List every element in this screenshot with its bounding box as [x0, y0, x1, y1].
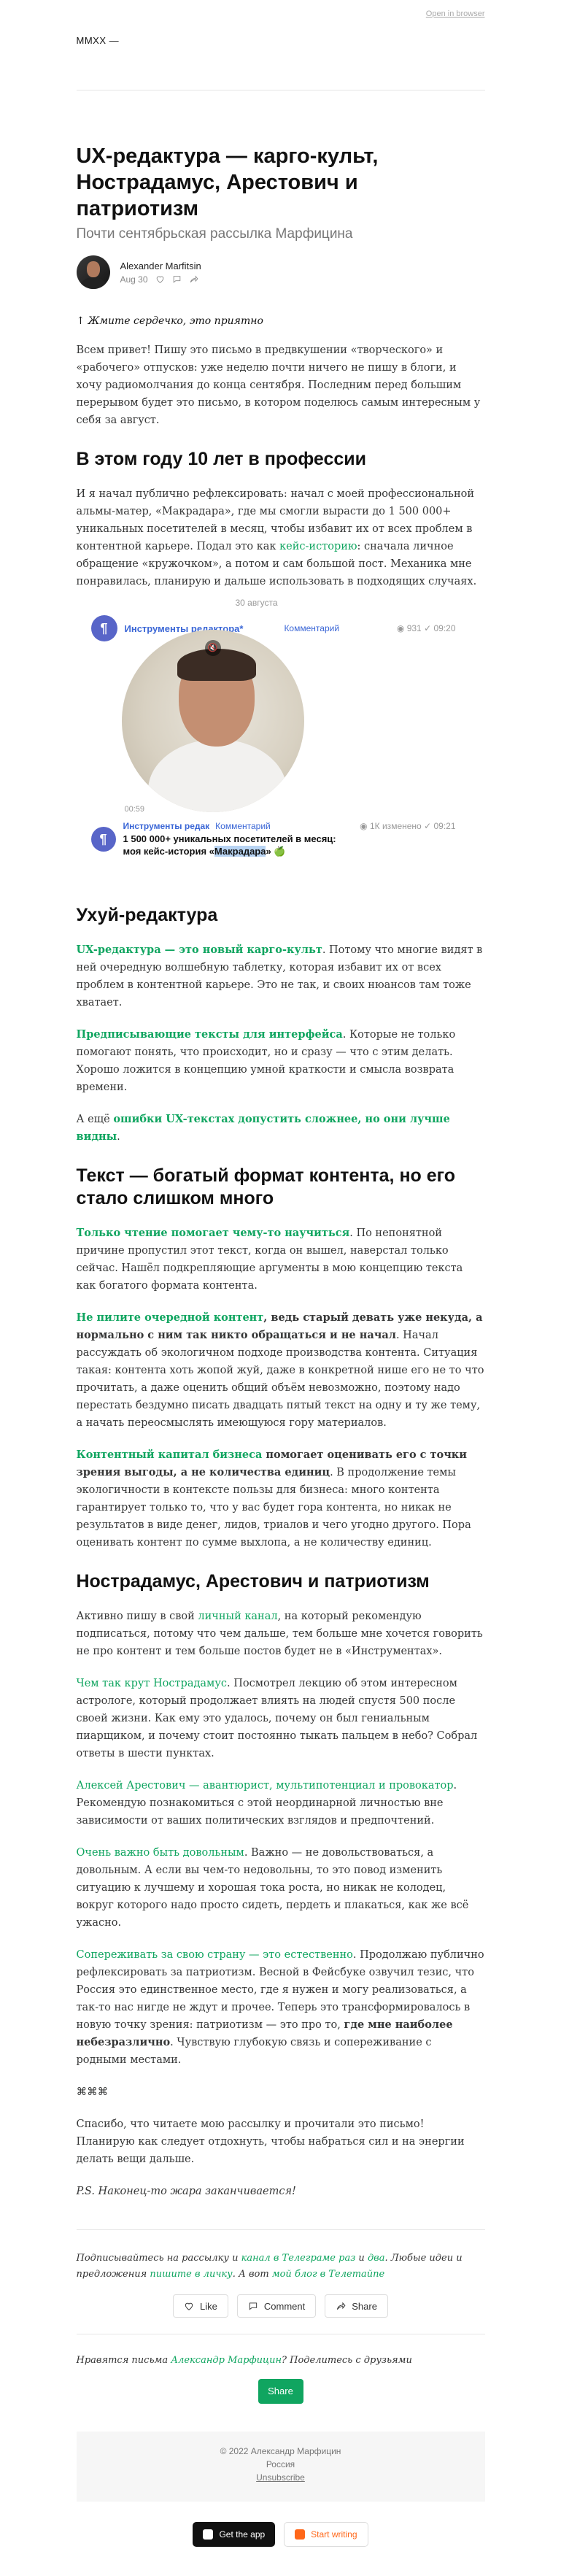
country: Россия [266, 2459, 295, 2469]
share-icon[interactable] [189, 274, 198, 284]
video-footer-row [91, 821, 456, 857]
text: . По непонятной причине пропустил этот текст, когда он вышел, наверстал только сейчас. Нашёл подкрепляющие аргументы в мою концепцию текста как богатого формата контента. [76, 1227, 463, 1292]
section-separator: ⌘⌘⌘ [76, 2086, 108, 2098]
like-label: Like [200, 2300, 217, 2312]
lead-text: ↑ Жмите сердечко, это приятно [76, 315, 263, 327]
section-heading-profession: В этом году 10 лет в профессии [76, 449, 367, 469]
video-duration: 00:59 [124, 805, 145, 814]
video-message [123, 833, 456, 857]
app-buttons [77, 2522, 485, 2547]
comment-label: Comment [263, 2300, 306, 2312]
comment-icon [248, 2301, 258, 2311]
section-heading-ux: Ухуй-редактура [76, 905, 218, 925]
intro-paragraph: Всем привет! Пишу это письмо в предвкушении «творческого» и «рабочего» отпусков: уже неделю почти ничего не пишу в блоги, и хочу радиомолчания до конца сентября. Последним перед большим перерывом будет это письмо, в котором поделюсь самым интересным у себя за август. [76, 344, 481, 426]
get-the-app-button[interactable] [193, 2522, 275, 2547]
publication-name[interactable]: MMXX — [76, 35, 120, 46]
action-buttons [77, 2294, 485, 2318]
byline [77, 255, 485, 289]
footer [77, 2432, 485, 2502]
text: , на который рекомендую подписаться, потому что чем дальше, тем больше мне хочется говорить не про контент и тем больше постов будет не в «Инструментах». [76, 1611, 483, 1657]
text: А ещё [76, 1114, 114, 1125]
nostradamus-paragraph-5 [77, 1946, 485, 2069]
get-app-label: Get the app [219, 2529, 266, 2540]
author-name[interactable]: Alexander Marfitsin [120, 260, 201, 271]
text: . Рекомендую познакомиться с этой неординарной личностью вне зависимости от ваших политических взглядов и предпочтений. [76, 1780, 457, 1827]
text: » 🍏 [266, 846, 286, 857]
bottom-spacer [77, 2547, 485, 2576]
copyright: © 2022 Александр Марфицин [220, 2446, 341, 2456]
personal-channel-link[interactable]: личный канал [198, 1611, 278, 1622]
eye-icon: ◉ [360, 821, 370, 831]
unsubscribe-link[interactable]: Unsubscribe [256, 2472, 305, 2483]
topbar [77, 0, 485, 18]
post-title[interactable]: UX-редактура — карго-культ, Нострадамус, Арестович и патриотизм [76, 144, 379, 220]
text: . Важно — не довольствоваться, а довольным. А если вы чем-то недовольны, то это повод изменить ситуацию к лучшему и хорошая тока роста, но никак не колодец, вокруг которого надо просто сидеть, пердеть и плакаться, как же всё ужасно. [76, 1847, 469, 1929]
nostradamus-link[interactable]: Чем так крут Нострадамус [76, 1678, 227, 1689]
email-container [77, 0, 485, 2576]
start-writing-button[interactable] [284, 2522, 368, 2547]
post-time: 09:20 [433, 623, 456, 633]
avatar-shoulders [81, 277, 106, 289]
views-count: 931 [406, 623, 422, 633]
text: . Потому что многие видят в ней очередную волшебную таблетку, которая избавит их от всех проблем в контентной карьере. Это не так, и своих нюансов там тоже хватает. [76, 944, 483, 1009]
telegram-channel-one-link[interactable]: канал в Телеграме раз [241, 2253, 356, 2264]
text: ? Поделитесь с друзьями [282, 2355, 412, 2366]
channel-logo-icon: ¶ [91, 827, 116, 852]
text: : сначала личное обращение «кружочком», а потом и сам большой пост. Механика мне понравилась, планирую и дальше использовать в подходящих случаях. [76, 541, 477, 587]
substack-app-icon [203, 2529, 213, 2540]
video-footer [91, 821, 456, 857]
bold-text: где мне наиболее небезразлично [76, 2018, 453, 2048]
byline-meta [120, 261, 201, 285]
thanks-paragraph: Спасибо, что читаете мою рассылку и прочитали это письмо! Планирую как следует отдохнуть, чтобы набраться сил и на энергии делать вещи дальше. [76, 2118, 465, 2165]
post-date: Aug 30 [120, 274, 148, 285]
text: . Продолжаю публично рефлексировать за патриотизм. Весной в Фейсбуке озвучил тезис, что Россия это единственное место, где я нужен и могу реализоваться, а так-то нас нигде не ждут и прочее. Теперь это трансформировалось в новую точку зрения: патриотизм — это про то, [76, 1949, 484, 2031]
heart-icon[interactable] [155, 274, 165, 284]
share-button[interactable] [325, 2294, 388, 2318]
nostradamus-paragraph-4 [77, 1844, 485, 1932]
text: . Начал рассуждать об экологичном подходе производства контента. Ситуация такая: контента хоть жопой жуй, даже в конкретной нише его не то что прочитать, а даже оценить общий объём невозможно, поэтому надо перестать бездумно писать двадцать пятый текст на одну и ту же тему, а начать переосмыслять имеющуюся гору материалов. [76, 1330, 484, 1429]
text: . Посмотрел лекцию об этом интересном астрологе, который продолжает влиять на людей спустя 500 после своей жизни. Как ему это удалось, почему он был гениальным пиарщиком, и почему стоит постоянно тыкать пальцем в небо? Собрал ответы в шести пунктах. [76, 1678, 478, 1759]
text: И я начал публично рефлексировать: начал с моей профессиональной альмы-матер, «Макрадара», где мы смогли вырасти до 1 500 000+ уникальных посетителей в месяц, чтобы избавит их от всех проблем в контентной карьере. Подал это как [76, 488, 475, 552]
section-heading-text: Текст — богатый формат контента, но его стало слишком много [76, 1165, 456, 1208]
text: . Чувствую глубокую связь и сопереживание с родными местами. [76, 2037, 432, 2066]
byline-row [120, 274, 201, 285]
video-footer-meta [123, 821, 456, 831]
share-with-friends-button[interactable]: Share [258, 2379, 303, 2404]
text: . Которые не только помогают понять, что происходит, но и сразу — что с этим делать. Хорошо ложится в концепцию умной краткости и смысла возврата времени. [76, 1029, 456, 1093]
divider [77, 2229, 485, 2230]
text: моя кейс-история « [123, 846, 214, 857]
direct-message-link[interactable]: пишите в личку [150, 2269, 233, 2280]
ux-paragraph-3 [77, 1111, 485, 1146]
text-paragraph-1 [77, 1225, 485, 1295]
text: . Любые идеи и предложения [76, 2253, 463, 2280]
like-button[interactable] [173, 2294, 228, 2318]
text: Подписывайтесь на рассылку и [76, 2253, 241, 2264]
channel-logo-icon: ¶ [91, 615, 117, 641]
channel-name: Инструменты редактора* [124, 622, 244, 634]
video-footer-text [123, 821, 456, 857]
mute-icon[interactable]: 🔇 [205, 640, 221, 656]
ux-paragraph-2 [77, 1026, 485, 1096]
ux-errors-link[interactable]: ошибки UX-текстах допустить сложнее, но они лучше видны [76, 1113, 450, 1143]
text: 1 500 000+ уникальных посетителей в месяц: [123, 833, 336, 844]
channel-comment-label: Комментарий [284, 623, 340, 633]
patriotism-link[interactable]: Сопереживать за свою страну — это естественно [76, 1949, 353, 1961]
views-edited: 1К изменено [369, 821, 422, 831]
channel-name-short: Инструменты редак [123, 821, 210, 831]
post-time: 09:21 [433, 821, 456, 831]
case-history-link[interactable]: кейс-историю [279, 541, 357, 552]
profession-paragraph [77, 485, 485, 590]
comment-button[interactable] [237, 2294, 316, 2318]
text: и [355, 2253, 368, 2264]
comment-icon[interactable] [172, 274, 182, 284]
heart-icon [184, 2301, 194, 2311]
ux-paragraph-1 [77, 941, 485, 1011]
author-avatar[interactable] [77, 255, 110, 289]
nostradamus-paragraph-3 [77, 1777, 485, 1829]
post-subtitle: Почти сентябрьская рассылка Марфицина [76, 226, 353, 242]
substack-logo-icon [295, 2529, 305, 2540]
share-icon [336, 2301, 346, 2311]
channel-stats [397, 623, 456, 633]
channel-comment-label: Комментарий [215, 821, 271, 831]
section-heading-nostradamus: Нострадамус, Арестович и патриотизм [76, 1571, 430, 1592]
nostradamus-paragraph-1 [77, 1608, 485, 1660]
text: . В продолжение темы экологичности в контексте пользы для бизнеса: много контента гарантирует только то, что у вас будет гора контента, но никак не результатов в виде денег, лидов, триалов и чего угодно другого. Пора оценивать контент по сумме выхлопа, а не количеству единиц. [76, 1467, 471, 1549]
nostradamus-paragraph-2 [77, 1675, 485, 1762]
text: Активно пишу в свой [76, 1611, 198, 1622]
video-person-body [148, 739, 287, 812]
author-link[interactable]: Александр Марфицин [171, 2355, 282, 2366]
cargo-cult-link[interactable]: UX-редактура — это новый карго-культ [76, 944, 322, 956]
bold-text: помогает оценивать его с точки зрения выгоды, а не количества единиц [76, 1449, 468, 1478]
reading-link[interactable]: Только чтение помогает чему-то научиться [76, 1227, 350, 1239]
share-prompt [77, 2355, 485, 2366]
telegram-channel-two-link[interactable]: два [367, 2253, 385, 2264]
text: . А вот [232, 2269, 272, 2280]
check-icon: ✓ [424, 623, 432, 633]
prescriptive-texts-link[interactable]: Предписывающие тексты для интерфейса [76, 1028, 343, 1041]
video-date: 30 августа [235, 598, 278, 608]
video-header [91, 614, 456, 643]
video-circle[interactable] [122, 630, 304, 812]
channel-stats [360, 821, 455, 831]
text: Нравятся письма [76, 2355, 171, 2366]
text: . [117, 1131, 120, 1143]
share-label: Share [352, 2300, 377, 2312]
content-capital-link[interactable]: Контентный капитал бизнеса [76, 1449, 263, 1461]
subscribe-text [77, 2251, 485, 2283]
teletype-blog-link[interactable]: мой блог в Телетайпе [271, 2269, 385, 2280]
start-writing-label: Start writing [311, 2529, 357, 2540]
check-icon: ✓ [424, 821, 432, 831]
postscript: P.S. Наконец-то жара заканчивается! [76, 2186, 296, 2197]
telegram-video-card[interactable] [77, 598, 485, 885]
text-paragraph-3 [77, 1446, 485, 1551]
arestovich-link[interactable]: Алексей Арестович — авантюрист, мультипотенциал и провокатор [76, 1780, 454, 1792]
highlighted-text: Макрадара [214, 846, 266, 857]
text-paragraph-2 [77, 1309, 485, 1432]
avatar-face [87, 261, 100, 277]
no-new-content-link[interactable]: Не пилите очередной контент [76, 1311, 264, 1324]
bold-text: , ведь старый девать уже некуда, а нормально с ним так никто обращаться и не начал [76, 1311, 483, 1341]
open-in-browser-link[interactable]: Open in browser [425, 9, 485, 18]
satisfied-link[interactable]: Очень важно быть довольным [76, 1847, 244, 1859]
eye-icon: ◉ [396, 623, 407, 633]
